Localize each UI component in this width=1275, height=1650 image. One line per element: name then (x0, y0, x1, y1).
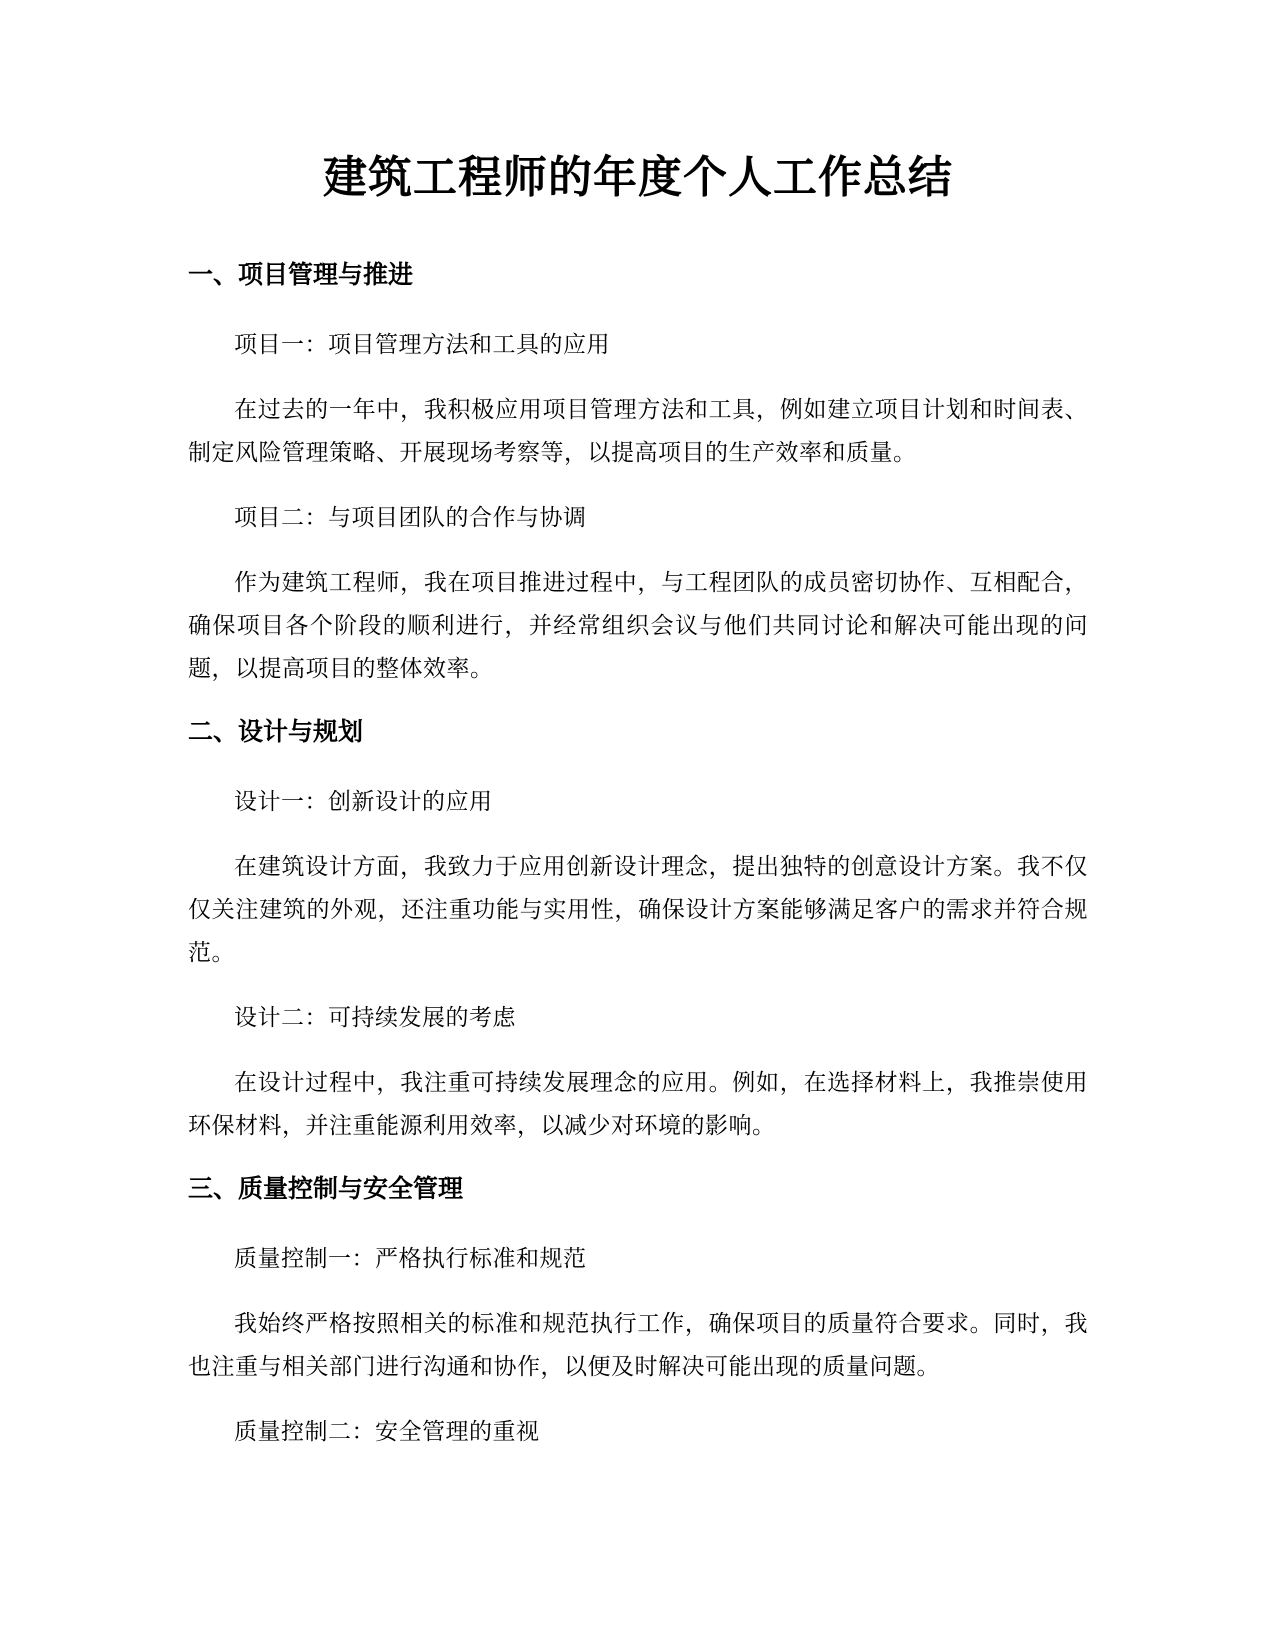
item-body: 我始终严格按照相关的标准和规范执行工作，确保项目的质量符合要求。同时，我也注重与相关部门进行沟通和协作，以便及时解决可能出现的质量问题。 (188, 1311, 1088, 1380)
item-subtitle: 设计二：可持续发展的考虑 (234, 1005, 516, 1031)
item-subtitle: 项目一：项目管理方法和工具的应用 (234, 332, 610, 358)
section-heading: 一、项目管理与推进 (188, 260, 414, 289)
section-heading: 三、质量控制与安全管理 (188, 1174, 464, 1203)
item-body: 在建筑设计方面，我致力于应用创新设计理念，提出独特的创意设计方案。我不仅仅关注建筑的外观，还注重功能与实用性，确保设计方案能够满足客户的需求并符合规范。 (188, 854, 1088, 966)
item-body: 作为建筑工程师，我在项目推进过程中，与工程团队的成员密切协作、互相配合，确保项目各个阶段的顺利进行，并经常组织会议与他们共同讨论和解决可能出现的问题，以提高项目的整体效率。 (188, 570, 1088, 682)
section-design-planning (188, 713, 1088, 1148)
section-quality-safety (188, 1170, 1088, 1454)
section-heading: 二、设计与规划 (188, 717, 364, 746)
section-project-management (188, 256, 1088, 691)
item-subtitle: 质量控制二：安全管理的重视 (234, 1419, 540, 1445)
item-subtitle: 项目二：与项目团队的合作与协调 (234, 505, 587, 531)
item-subtitle: 质量控制一：严格执行标准和规范 (234, 1246, 587, 1272)
document-content (188, 148, 1088, 1476)
item-body: 在过去的一年中，我积极应用项目管理方法和工具，例如建立项目计划和时间表、制定风险管理策略、开展现场考察等，以提高项目的生产效率和质量。 (188, 397, 1088, 466)
item-subtitle: 设计一：创新设计的应用 (234, 789, 493, 815)
document-title: 建筑工程师的年度个人工作总结 (323, 152, 953, 203)
item-body: 在设计过程中，我注重可持续发展理念的应用。例如，在选择材料上，我推崇使用环保材料，并注重能源利用效率，以减少对环境的影响。 (188, 1070, 1088, 1139)
